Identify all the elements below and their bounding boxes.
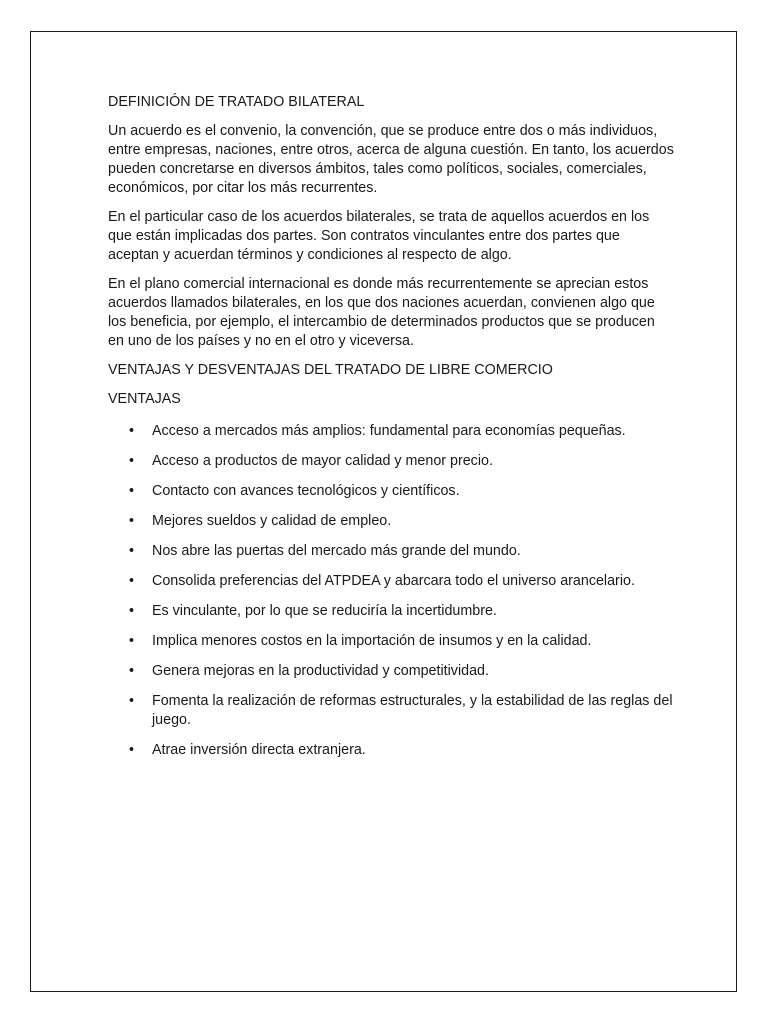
- list-item: [108, 512, 674, 531]
- list-item: [108, 572, 674, 591]
- list-item-text: Es vinculante, por lo que se reduciría la incertidumbre.: [152, 603, 497, 619]
- list-item: [108, 662, 674, 681]
- document-body: [108, 93, 674, 771]
- list-item-text: Fomenta la realización de reformas estructurales, y la estabilidad de las reglas del juego.: [152, 693, 673, 728]
- bullet-icon: •: [129, 633, 135, 649]
- list-item-text: Genera mejoras en la productividad y competitividad.: [152, 663, 489, 679]
- list-item: [108, 602, 674, 621]
- bullet-icon: •: [129, 573, 135, 589]
- list-item-text: Atrae inversión directa extranjera.: [152, 742, 366, 758]
- bullet-icon: •: [129, 603, 135, 619]
- list-item: [108, 632, 674, 651]
- subsection-heading: VENTAJAS: [108, 391, 181, 407]
- bullet-icon: •: [129, 453, 135, 469]
- bullet-icon: •: [129, 423, 135, 439]
- document-page: [30, 31, 737, 992]
- section-heading: VENTAJAS Y DESVENTAJAS DEL TRATADO DE LIBRE COMERCIO: [108, 362, 553, 378]
- paragraph-bilateral: En el particular caso de los acuerdos bilaterales, se trata de aquellos acuerdos en los que están implicadas dos partes. Son contratos vinculantes entre dos partes que aceptan y acuerdan términos y condiciones al respecto de algo.: [108, 209, 650, 263]
- list-item-text: Nos abre las puertas del mercado más grande del mundo.: [152, 543, 521, 559]
- list-item: [108, 452, 674, 471]
- bullet-icon: •: [129, 483, 135, 499]
- list-item-text: Implica menores costos en la importación de insumos y en la calidad.: [152, 633, 592, 649]
- list-item: [108, 741, 674, 760]
- bullet-icon: •: [129, 513, 135, 529]
- bullet-icon: •: [129, 693, 135, 709]
- advantages-list: [108, 422, 674, 760]
- list-item-text: Acceso a productos de mayor calidad y menor precio.: [152, 453, 493, 469]
- list-item: [108, 422, 674, 441]
- document-title: DEFINICIÓN DE TRATADO BILATERAL: [108, 94, 365, 110]
- list-item: [108, 692, 674, 730]
- bullet-icon: •: [129, 543, 135, 559]
- list-item: [108, 542, 674, 561]
- paragraph-definition: Un acuerdo es el convenio, la convención, que se produce entre dos o más individuos, entre empresas, naciones, entre otros, acerca de alguna cuestión. En tanto, los acuerdos pueden concretarse en diversos ámbitos, tales como políticos, sociales, comerciales, económicos, por citar los más recurrentes.: [108, 123, 674, 196]
- list-item-text: Contacto con avances tecnológicos y científicos.: [152, 483, 460, 499]
- paragraph-international: En el plano comercial internacional es donde más recurrentemente se aprecian estos acuerdos llamados bilaterales, en los que dos naciones acuerdan, convienen algo que los beneficia, por ejemplo, el intercambio de determinados productos que se producen en uno de los países y no en el otro y viceversa.: [108, 276, 655, 349]
- list-item-text: Consolida preferencias del ATPDEA y abarcara todo el universo arancelario.: [152, 573, 635, 589]
- bullet-icon: •: [129, 742, 135, 758]
- list-item-text: Acceso a mercados más amplios: fundamental para economías pequeñas.: [152, 423, 626, 439]
- list-item-text: Mejores sueldos y calidad de empleo.: [152, 513, 392, 529]
- bullet-icon: •: [129, 663, 135, 679]
- list-item: [108, 482, 674, 501]
